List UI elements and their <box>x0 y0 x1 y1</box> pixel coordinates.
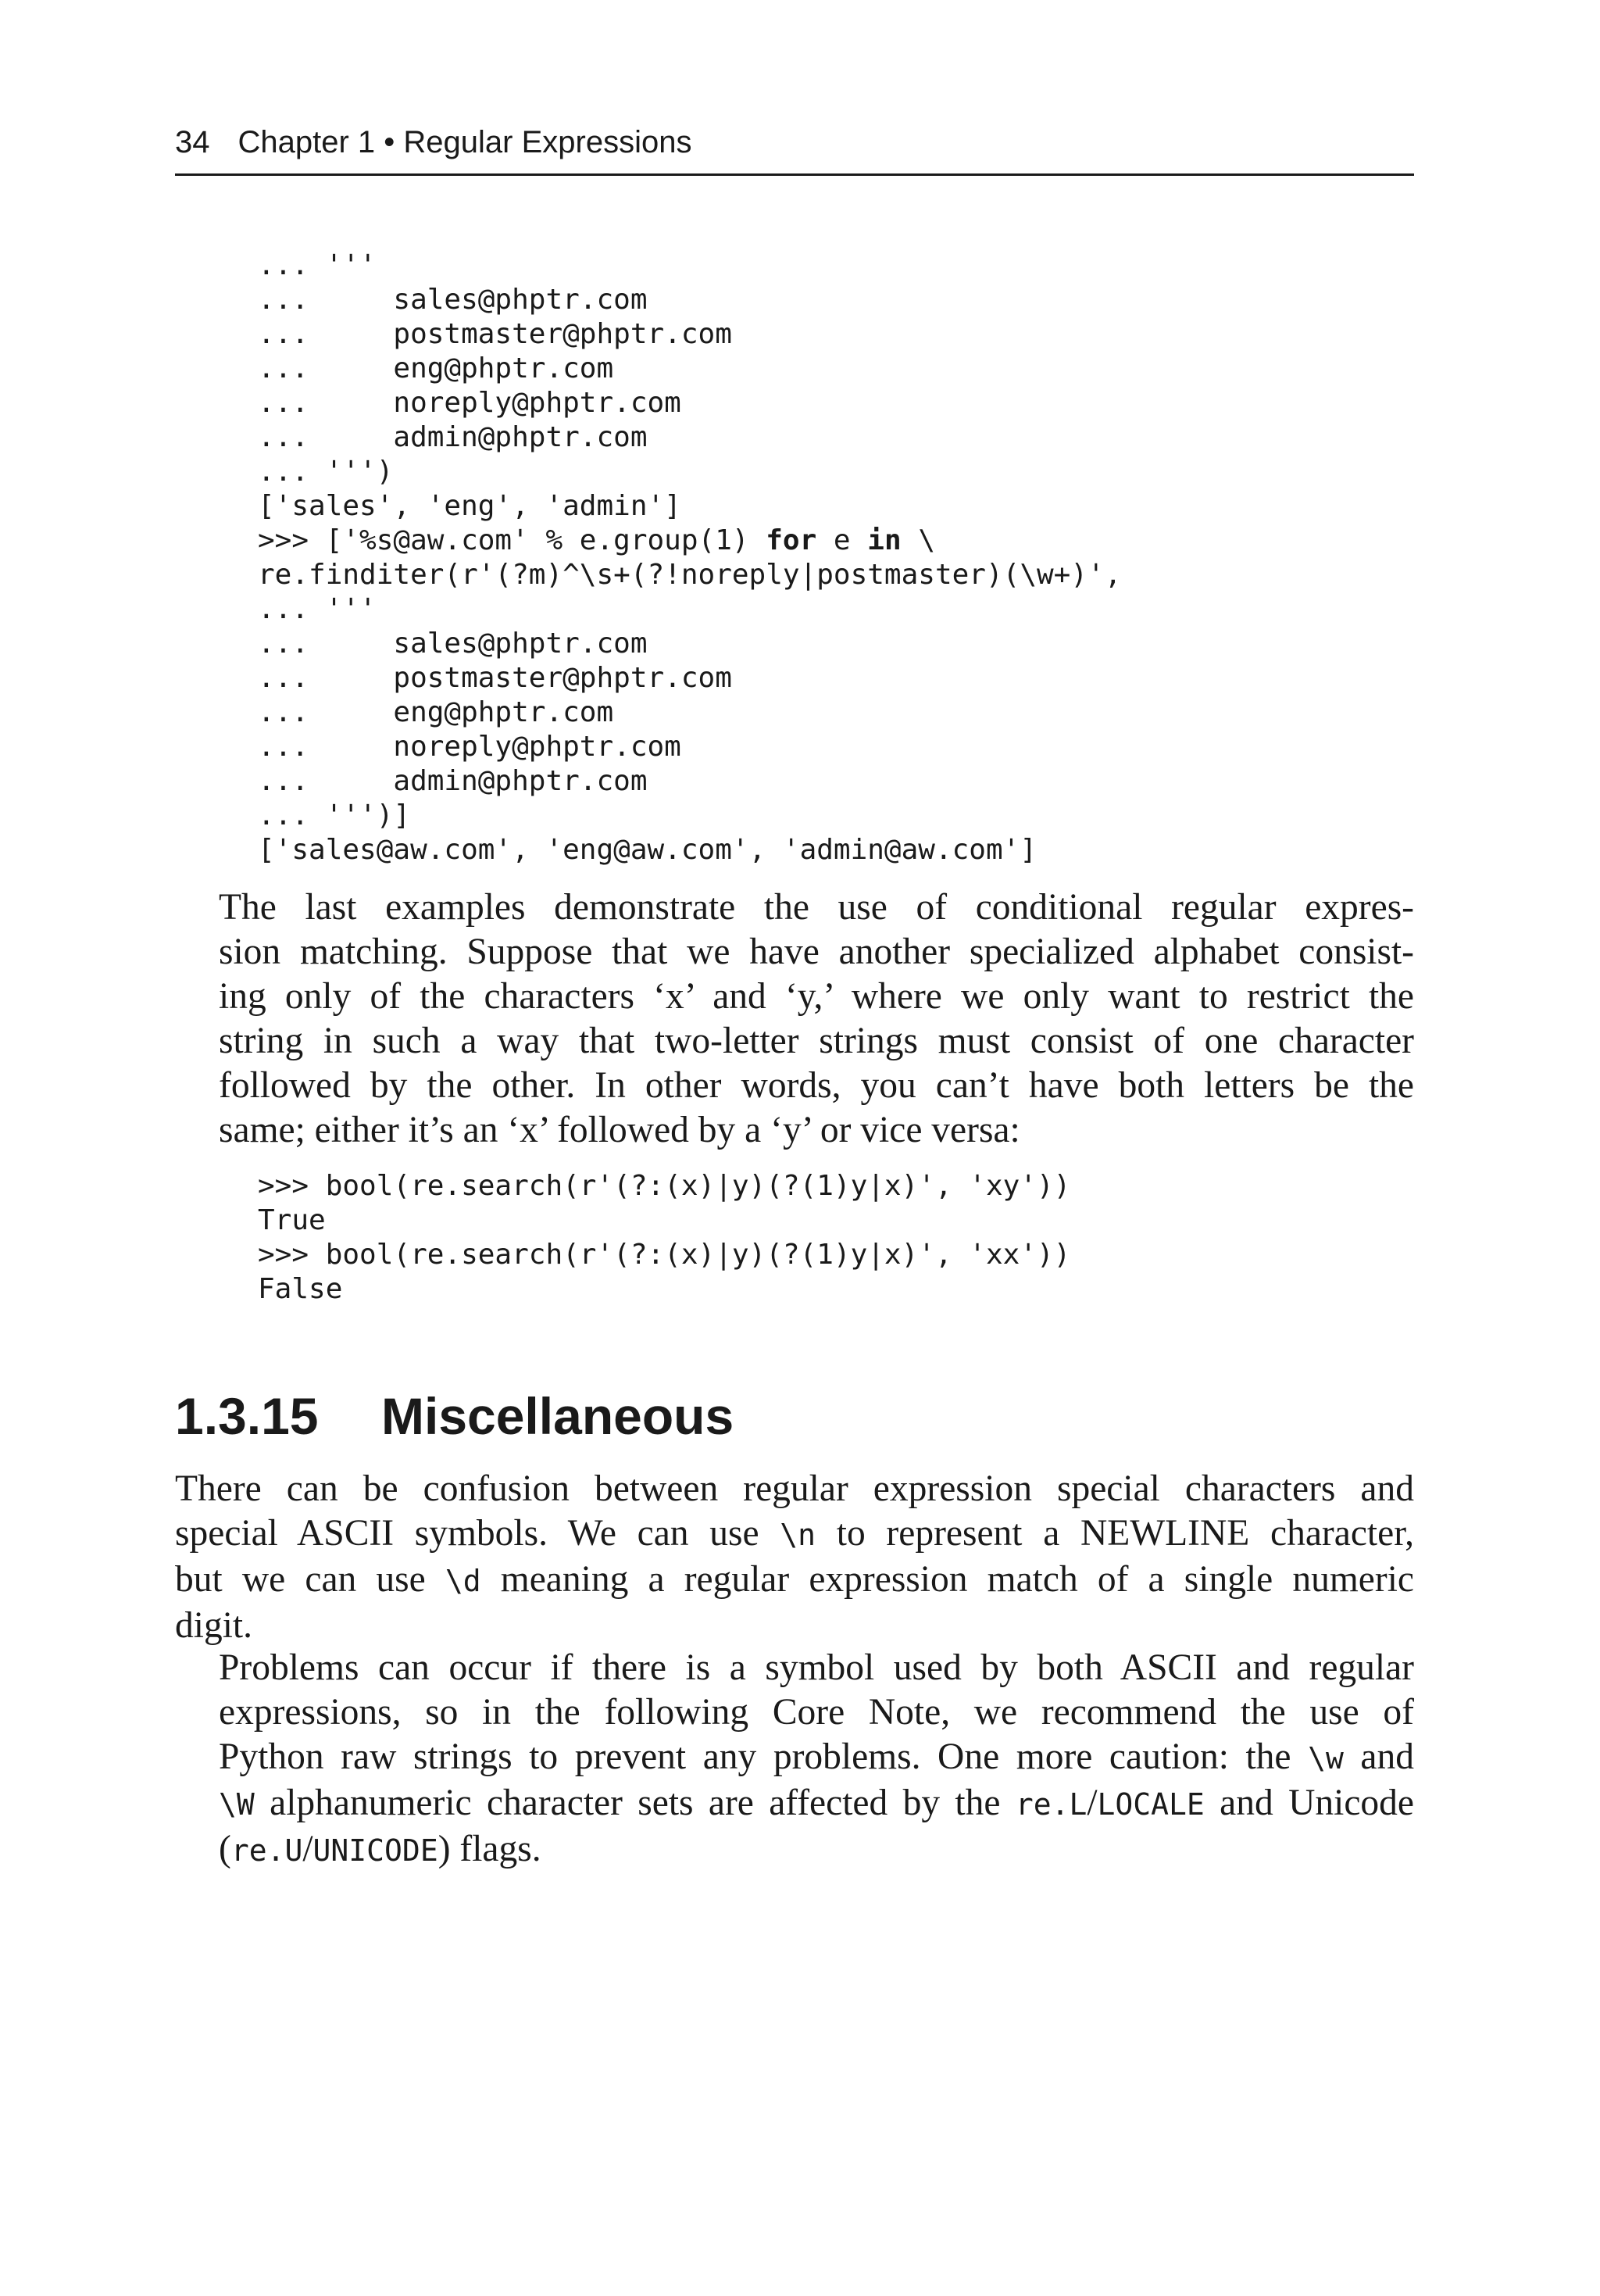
code-line: ... noreply@phptr.com <box>258 731 681 763</box>
inline-code: \d <box>445 1564 481 1598</box>
code-line: ... ''' <box>258 593 377 625</box>
paragraph-raw-strings <box>175 1646 1414 1873</box>
code-block-regex-findall <box>258 249 1121 867</box>
code-line: ... sales@phptr.com <box>258 628 648 660</box>
text-run: to represent a NEWLINE character, <box>816 1513 1414 1554</box>
code-line: ... noreply@phptr.com <box>258 387 681 419</box>
inline-code: re.U <box>230 1833 303 1868</box>
paragraph-line <box>175 1735 1414 1781</box>
code-line-keywords <box>258 524 1121 558</box>
code-line: False <box>258 1273 343 1305</box>
paragraph-conditional-matching <box>175 885 1414 1153</box>
section-number: 1.3.15 <box>175 1387 319 1445</box>
section-heading <box>175 1385 734 1447</box>
text-run: ( <box>219 1829 231 1869</box>
paragraph-line: followed by the other. In other words, you can’t have both letters be the <box>219 1065 1414 1106</box>
code-line: True <box>258 1204 326 1236</box>
code-keyword-for: for <box>766 524 817 556</box>
running-head <box>175 122 1414 176</box>
code-line: >>> bool(re.search(r'(?:(x)|y)(?(1)y|x)', 'xy')) <box>258 1170 1071 1202</box>
text-run: special ASCII symbols. We can use <box>175 1513 780 1554</box>
paragraph-line <box>175 1557 1414 1604</box>
inline-code: LOCALE <box>1097 1787 1205 1822</box>
paragraph-line <box>175 1781 1414 1827</box>
code-line: ... eng@phptr.com <box>258 352 614 384</box>
section-title: Miscellaneous <box>381 1387 734 1445</box>
paragraph-line <box>175 1827 1414 1873</box>
code-keyword-in: in <box>867 524 902 556</box>
text-run: alphanumeric character sets are affected by the <box>254 1783 1016 1823</box>
code-line: ['sales@aw.com', 'eng@aw.com', 'admin@aw.com'] <box>258 834 1037 866</box>
paragraph-line <box>175 1511 1414 1557</box>
inline-code: re.L <box>1015 1787 1088 1822</box>
code-line: ... postmaster@phptr.com <box>258 662 732 694</box>
code-line: >>> bool(re.search(r'(?:(x)|y)(?(1)y|x)', 'xx')) <box>258 1239 1071 1271</box>
code-line: ... admin@phptr.com <box>258 765 648 797</box>
paragraph-line: ing only of the characters ‘x’ and ‘y,’ where we only want to restrict the <box>219 976 1414 1017</box>
paragraph-line: sion matching. Suppose that we have another specialized alphabet consist- <box>219 932 1414 972</box>
code-fragment: >>> ['%s@aw.com' % e.group(1) <box>258 524 766 556</box>
code-line: ... eng@phptr.com <box>258 696 614 728</box>
text-run: / <box>302 1829 313 1869</box>
inline-code: \W <box>219 1787 255 1822</box>
text-run: / <box>1087 1783 1098 1823</box>
paragraph-line: digit. <box>175 1605 252 1646</box>
code-line: ... ''')] <box>258 799 411 831</box>
paragraph-special-characters <box>175 1467 1414 1648</box>
code-line: ... sales@phptr.com <box>258 284 648 316</box>
code-line: ... admin@phptr.com <box>258 421 648 453</box>
paragraph-line: string in such a way that two-letter strings must consist of one character <box>219 1021 1414 1061</box>
text-run: and <box>1343 1736 1414 1777</box>
code-line: ... ''' <box>258 249 377 281</box>
inline-code: UNICODE <box>312 1833 438 1868</box>
paragraph-line: expressions, so in the following Core Note, we recommend the use of <box>219 1692 1414 1733</box>
paragraph-line: The last examples demonstrate the use of conditional regular expres- <box>219 887 1414 928</box>
text-run: meaning a regular expression match of a single numeric <box>480 1559 1414 1600</box>
page-number: 34 <box>175 125 210 159</box>
code-line: ... postmaster@phptr.com <box>258 318 732 350</box>
text-run: but we can use <box>175 1559 445 1600</box>
paragraph-line: same; either it’s an ‘x’ followed by a ‘y’ or vice versa: <box>219 1110 1020 1150</box>
code-line: ['sales', 'eng', 'admin'] <box>258 490 681 522</box>
code-line: re.finditer(r'(?m)^\s+(?!noreply|postmaster)(\w+)', <box>258 559 1122 591</box>
code-block-conditional-search <box>258 1169 1070 1307</box>
paragraph-line: Problems can occur if there is a symbol used by both ASCII and regular <box>219 1647 1414 1688</box>
text-run: ) flags. <box>438 1829 541 1869</box>
code-fragment: e <box>816 524 868 556</box>
code-fragment: \ <box>901 524 935 556</box>
inline-code: \n <box>780 1518 816 1552</box>
text-run: and Unicode <box>1204 1783 1414 1823</box>
text-run: Python raw strings to prevent any problems. One more caution: the <box>219 1736 1309 1777</box>
inline-code: \w <box>1308 1741 1344 1776</box>
paragraph-line: There can be confusion between regular expression special characters and <box>175 1468 1414 1509</box>
chapter-title: Chapter 1 • Regular Expressions <box>238 125 692 159</box>
code-line: ... ''') <box>258 456 394 488</box>
